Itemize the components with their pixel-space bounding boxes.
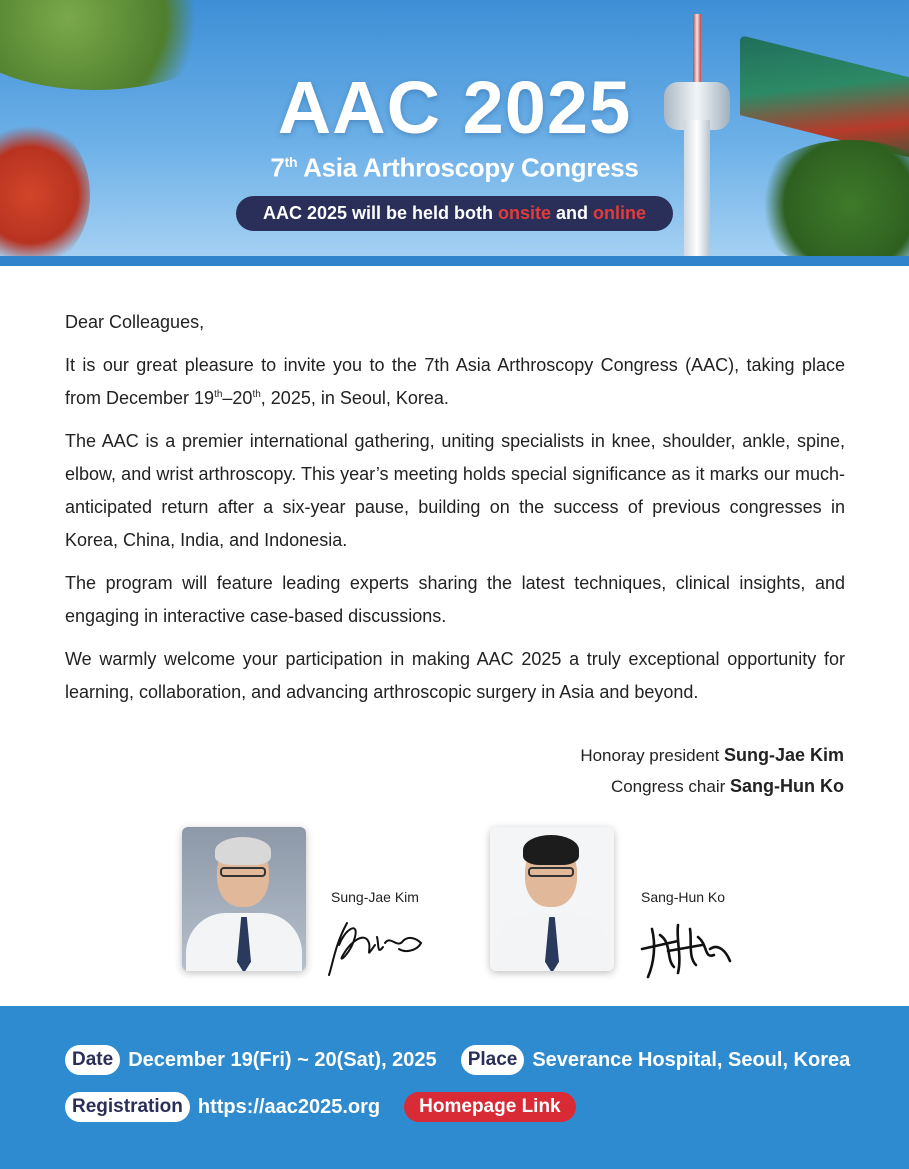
footer-row-date-place: [65, 1045, 850, 1075]
letter-paragraph-1: [65, 349, 845, 415]
signer-2-role: Congress chair: [610, 777, 730, 796]
signature-block: [580, 740, 844, 802]
letter-paragraph-4: We warmly welcome your participation in making AAC 2025 a truly exceptional opportunity for learning, collaboration, and advancing arthroscopic surgery in Asia and beyond.: [65, 649, 845, 702]
signer-1-role: Honoray president: [580, 746, 724, 765]
portrait-sang-hun-ko: [490, 827, 614, 971]
place-value: Severance Hospital, Seoul, Korea: [532, 1048, 851, 1071]
signer-2-name: Sang-Hun Ko: [730, 776, 844, 796]
signature-1-image: [325, 915, 429, 979]
place-label: Place: [461, 1045, 525, 1075]
page-subtitle: [0, 144, 909, 186]
hybrid-notice-pill: [236, 196, 673, 231]
pill-onsite: onsite: [498, 203, 552, 223]
p1-sup-1: th: [214, 389, 223, 400]
date-label: Date: [65, 1045, 120, 1075]
portrait-hair: [215, 837, 271, 865]
page-title: AAC 2025: [277, 66, 632, 149]
pill-text: AAC 2025 will be held both: [262, 203, 498, 223]
subtitle-number: 7: [270, 152, 285, 183]
subtitle-text: Asia Arthroscopy Congress: [297, 152, 639, 183]
p1-text-a: It is our great pleasure to invite you to the 7th Asia Arthroscopy Congress (AAC), taking place from December 19: [65, 355, 845, 408]
glasses-icon: [220, 867, 266, 877]
pill-online: online: [593, 203, 647, 223]
signer-2: [580, 771, 844, 802]
registration-label: Registration: [65, 1092, 190, 1122]
banner-bottom-strip: [0, 256, 909, 266]
signer-1-name: Sung-Jae Kim: [723, 745, 844, 765]
registration-url-link[interactable]: https://aac2025.org: [197, 1095, 381, 1118]
signer-1: [580, 740, 844, 771]
portrait-caption-2: Sang-Hun Ko: [641, 889, 726, 905]
p1-text-c: , 2025, in Seoul, Korea.: [260, 388, 449, 408]
header-banner: [0, 0, 909, 266]
event-info-footer: [0, 1006, 909, 1169]
portrait-hair: [523, 835, 579, 865]
signature-2-image: [638, 915, 734, 981]
pill-and: and: [551, 203, 594, 223]
portrait-caption-1: Sung-Jae Kim: [331, 889, 419, 905]
p1-sup-2: th: [252, 389, 261, 400]
subtitle-ordinal: th: [284, 154, 298, 170]
glasses-icon: [528, 867, 574, 877]
letter-paragraph-2: The AAC is a premier international gathering, uniting specialists in knee, shoulder, ankle, spine, elbow, and wrist arthroscopy. This year’s meeting holds special significance as it marks our much-anticipated return after a six-year pause, building on the success of previous congresses in Korea, China, India, and Indonesia.: [65, 431, 845, 550]
portrait-sung-jae-kim: [182, 827, 306, 971]
p1-text-b: –20: [222, 388, 253, 408]
date-value: December 19(Fri) ~ 20(Sat), 2025: [128, 1048, 437, 1071]
footer-row-registration: [65, 1092, 576, 1122]
invitation-letter: [65, 306, 845, 719]
letter-paragraph-3: The program will feature leading experts sharing the latest techniques, clinical insights, and engaging in interactive case-based discussions.: [65, 573, 845, 626]
homepage-link-button[interactable]: Homepage Link: [404, 1092, 575, 1122]
greeting: Dear Colleagues,: [65, 312, 205, 332]
